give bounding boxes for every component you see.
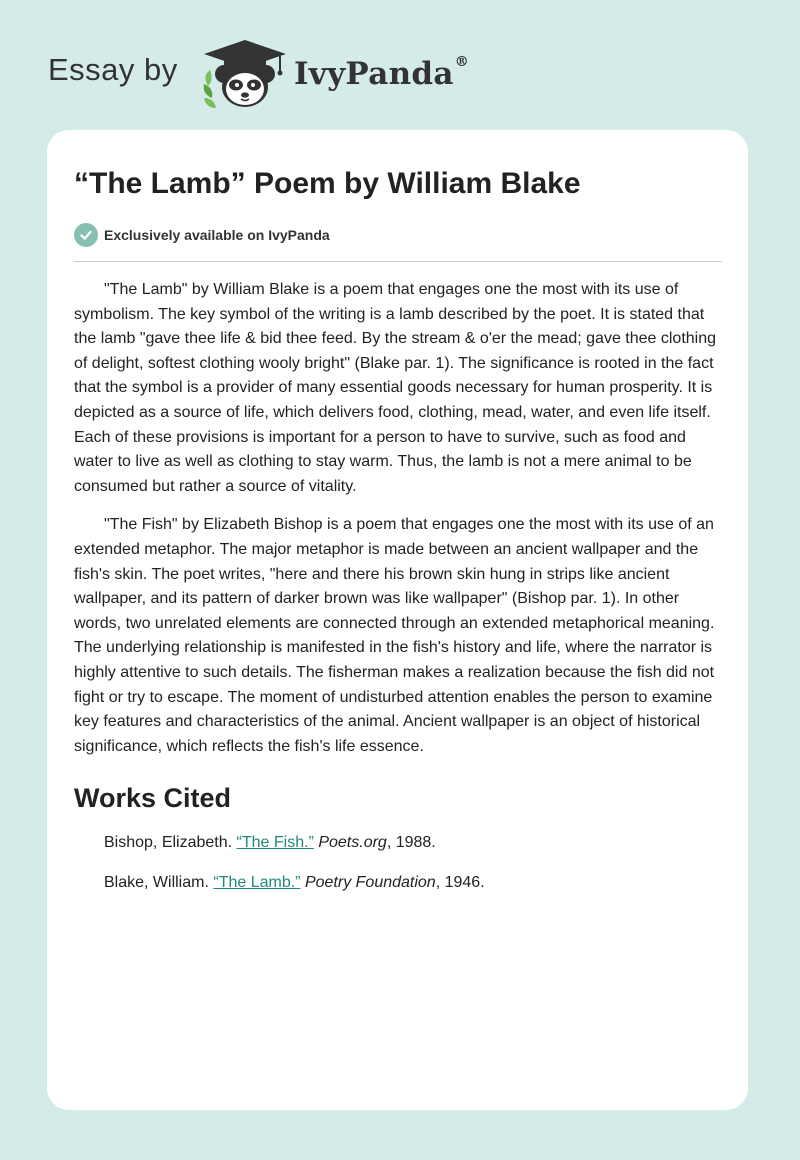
citation-link[interactable]: “The Fish.” — [236, 834, 314, 852]
registered-mark: ® — [454, 54, 470, 70]
brand-name[interactable]: IvyPanda® — [294, 54, 470, 92]
panda-logo-icon[interactable] — [200, 38, 290, 110]
citation-link[interactable]: “The Lamb.” — [213, 874, 301, 892]
paragraph: "The Lamb" by William Blake is a poem that engages one the most with its use of symbolism. The key symbol of the writing is a lamb described by the poet. It is stated that the lamb "gave thee life & bid thee feed. By the stream & o'er the mead; gave thee clothing of delight, softest clothing wooly bright" (Blake par. 1). The significance is rooted in the fact that the symbol is a provider of many essential goods necessary for human prosperity. It is depicted as a source of life, which delivers food, clothing, mead, water, and even life itself. Each of these provisions is important for a person to have to survive, such as food and water to live as well as clothing to stay warm. Thus, the lamb is not a mere animal to be consumed but rather a source of vitality. — [74, 281, 717, 495]
essay-card — [47, 130, 748, 1110]
citation-author: Bishop, Elizabeth. — [104, 834, 237, 852]
citation-author: Blake, William. — [104, 874, 214, 892]
citation-item — [104, 831, 724, 855]
paragraph: "The Fish" by Elizabeth Bishop is a poem that engages one the most with its use of an extended metaphor. The major metaphor is made between an ancient wallpaper and the fish's skin. The poet writes, "here and there his brown skin hung in strips like ancient wallpaper, and its pattern of darker brown was like wallpaper" (Bishop par. 1). In other words, two unrelated elements are connected through an extended metaphorical meaning. The underlying relationship is manifested in the fish's history and life, where the narrator is highly attentive to such details. The fisherman makes a realization because the fish did not fight or try to escape. The moment of undisturbed attention enables the person to examine key features and characteristics of the animal. Ancient wallpaper is an object of historical significance, which reflects the fish's life essence. — [74, 516, 715, 755]
divider — [74, 261, 722, 262]
essay-body — [74, 278, 724, 911]
check-circle-icon — [74, 223, 98, 247]
site-header — [48, 38, 548, 110]
citation-source: Poets.org — [318, 834, 387, 852]
exclusive-badge — [74, 222, 330, 248]
badge-text: Exclusively available on IvyPanda — [104, 227, 330, 243]
citation-year: , 1988. — [386, 834, 436, 852]
citation-item — [104, 871, 724, 895]
citation-source: Poetry Foundation — [304, 874, 436, 892]
page-title: “The Lamb” Poem by William Blake — [74, 167, 581, 200]
essay-by-label: Essay by — [48, 52, 178, 87]
works-cited-heading: Works Cited — [74, 783, 232, 814]
citation-year: , 1946. — [435, 874, 485, 892]
